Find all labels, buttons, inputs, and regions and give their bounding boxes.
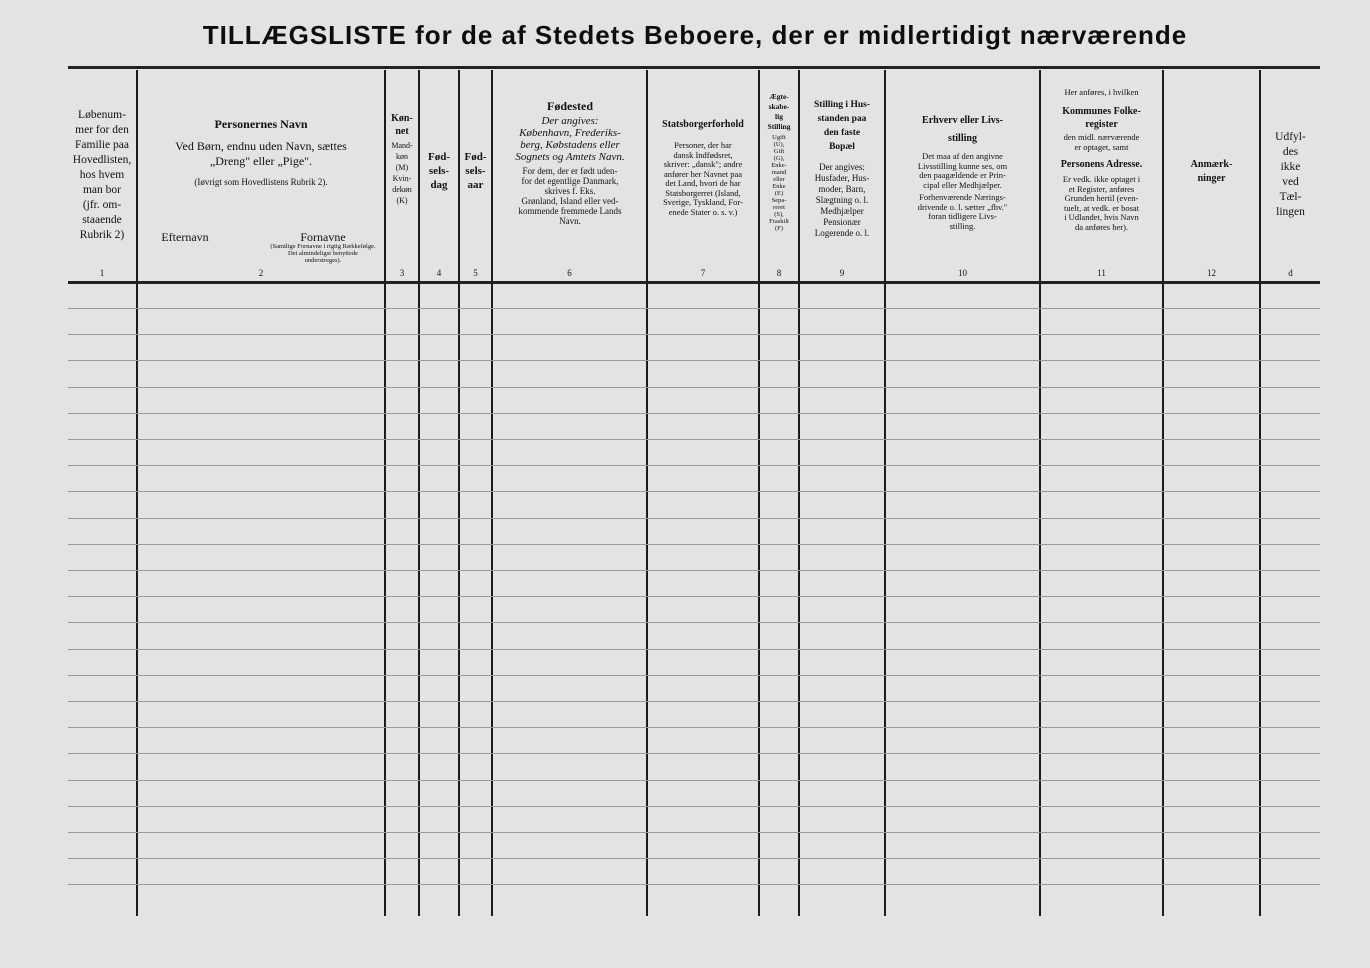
col11-note: Er vedk. ikke optaget i et Register, anføres Grunden hertil (even- tuelt, at vedk. er bosat i Udlandet, hvis Navn da anføres her). bbox=[1062, 174, 1141, 232]
ruled-line bbox=[68, 727, 1320, 728]
column-number: 10 bbox=[958, 268, 967, 278]
ruled-line bbox=[68, 806, 1320, 807]
col12-heading: Anmærk- ninger bbox=[1190, 159, 1233, 184]
col2-sub-right bbox=[262, 232, 384, 412]
page-title: TILLÆGSLISTE for de af Stedets Beboere, der er midlertidigt nærværende bbox=[202, 20, 1188, 50]
col10-heading: Erhverv eller Livs- stilling bbox=[922, 115, 1003, 144]
col12-header bbox=[1164, 158, 1259, 338]
ruled-line bbox=[68, 596, 1320, 597]
ruled-line bbox=[68, 570, 1320, 571]
col8-heading: Ægte- skabe- lig Stilling bbox=[767, 92, 791, 131]
col3-text: Mand- køn (M) Kvin- dekøn (K) bbox=[391, 141, 413, 205]
surname-label: Efternavn bbox=[161, 230, 209, 244]
ruled-line bbox=[68, 649, 1320, 650]
col6-note: For dem, der er født uden- for det egentlige Danmark, skrives f. Eks. Grønland, Island eller ved- kommende fremmede Lands Navn. bbox=[518, 166, 622, 226]
firstnames-label: Fornavne bbox=[300, 230, 346, 244]
ruled-line bbox=[68, 544, 1320, 545]
col2-text: Ved Børn, endnu uden Navn, sættes „Dreng" eller „Pige". bbox=[175, 139, 347, 168]
col9-heading: Stilling i Hus- standen paa den faste Bopæl bbox=[814, 100, 870, 152]
column-number: d bbox=[1288, 268, 1293, 278]
ruled-line bbox=[68, 622, 1320, 623]
ruled-line bbox=[68, 308, 1320, 309]
col11-heading2: Kommunes Folke- register bbox=[1062, 106, 1141, 130]
col-d-text: Udfyl- des ikke ved Tæl- lingen bbox=[1275, 131, 1306, 218]
col4-header bbox=[420, 150, 458, 330]
column-number: 5 bbox=[473, 268, 478, 278]
ruled-line bbox=[68, 518, 1320, 519]
column-divider bbox=[491, 70, 493, 916]
col1-text: Løbenum- mer for den Familie paa Hovedlisten, hos hvem man bor (jfr. om- staaende Rubrik 2) bbox=[72, 109, 132, 241]
column-number: 12 bbox=[1207, 268, 1216, 278]
col2-sub-left bbox=[145, 232, 225, 412]
col6-heading: Fødested bbox=[547, 99, 593, 113]
col7-heading: Statsborgerforhold bbox=[662, 119, 744, 130]
top-border bbox=[68, 66, 1320, 69]
col9-text: Der angives: Husfader, Hus- moder, Barn, Slægtning o. l. Medhjælper Pensionær Logerende o. l. bbox=[814, 162, 870, 238]
ruled-line bbox=[68, 753, 1320, 754]
firstnames-note: (Samtlige Fornavne i rigtig Rækkefølge. Det almindeligst benyttede understreges). bbox=[270, 243, 376, 264]
ruled-line bbox=[68, 334, 1320, 335]
column-number: 4 bbox=[436, 268, 442, 278]
col6-header bbox=[494, 100, 646, 280]
col4-heading: Fød- sels- dag bbox=[428, 151, 450, 191]
col5-heading: Fød- sels- aar bbox=[464, 151, 487, 191]
col10-header bbox=[886, 112, 1039, 292]
column-number: 8 bbox=[776, 268, 782, 278]
ruled-line bbox=[68, 439, 1320, 440]
col9-header bbox=[800, 98, 884, 278]
ruled-line bbox=[68, 387, 1320, 388]
col-d-header bbox=[1261, 130, 1320, 310]
column-number: 9 bbox=[839, 268, 845, 278]
ruled-line bbox=[68, 884, 1320, 885]
col11-text: den midl. nærværende er optaget, samt bbox=[1063, 132, 1140, 152]
col10-text: Det maa af den angivne Livsstilling kunne ses, om den paagældende er Prin- cipal eller Medhjælper. bbox=[917, 151, 1008, 190]
col11-header bbox=[1041, 88, 1162, 268]
col3-heading: Køn- net bbox=[391, 113, 413, 137]
col10-note: Forhenværende Nærings- drivende o. l. sætter „fhv." foran tidligere Livs- stilling. bbox=[917, 192, 1008, 231]
column-divider bbox=[136, 70, 138, 916]
col5-header bbox=[460, 150, 491, 330]
column-number: 1 bbox=[99, 268, 105, 278]
ruled-line bbox=[68, 858, 1320, 859]
col2-note: (Iøvrigt som Hovedlistens Rubrik 2). bbox=[194, 177, 328, 187]
col6-text: Der angives: København, Frederiks- berg, Købstadens eller Sognets og Amtets Navn. bbox=[515, 115, 625, 163]
ruled-line bbox=[68, 701, 1320, 702]
column-number: 7 bbox=[700, 268, 706, 278]
ruled-line bbox=[68, 780, 1320, 781]
ruled-line bbox=[68, 465, 1320, 466]
ruled-line bbox=[68, 413, 1320, 414]
col2-heading: Personernes Navn bbox=[214, 117, 308, 131]
column-number: 3 bbox=[399, 268, 405, 278]
ruled-line bbox=[68, 360, 1320, 361]
col8-text: Ugift (U), Gift (G), Enke- mand eller Enke (E) Sepa- reret (S), Fraskilt (F) bbox=[769, 134, 789, 232]
column-number: 11 bbox=[1097, 268, 1106, 278]
ruled-line bbox=[68, 675, 1320, 676]
col11-heading3: Personens Adresse. bbox=[1060, 159, 1143, 170]
ruled-line bbox=[68, 832, 1320, 833]
col1-header bbox=[68, 108, 136, 288]
column-number: 6 bbox=[567, 268, 572, 278]
col3-header bbox=[386, 112, 418, 292]
col7-text: Personer, der har dansk Indfødsret, skriver: „dansk"; andre anfører her Navnet paa det Land, hvori de har Statsborgerret (Island, Sverige, Tyskland, For- enede Stater o. s. v.) bbox=[663, 140, 743, 217]
ruled-line bbox=[68, 491, 1320, 492]
col8-header bbox=[760, 92, 798, 272]
col11-heading: Her anføres, i hvilken bbox=[1064, 87, 1139, 97]
column-number: 2 bbox=[258, 268, 264, 278]
